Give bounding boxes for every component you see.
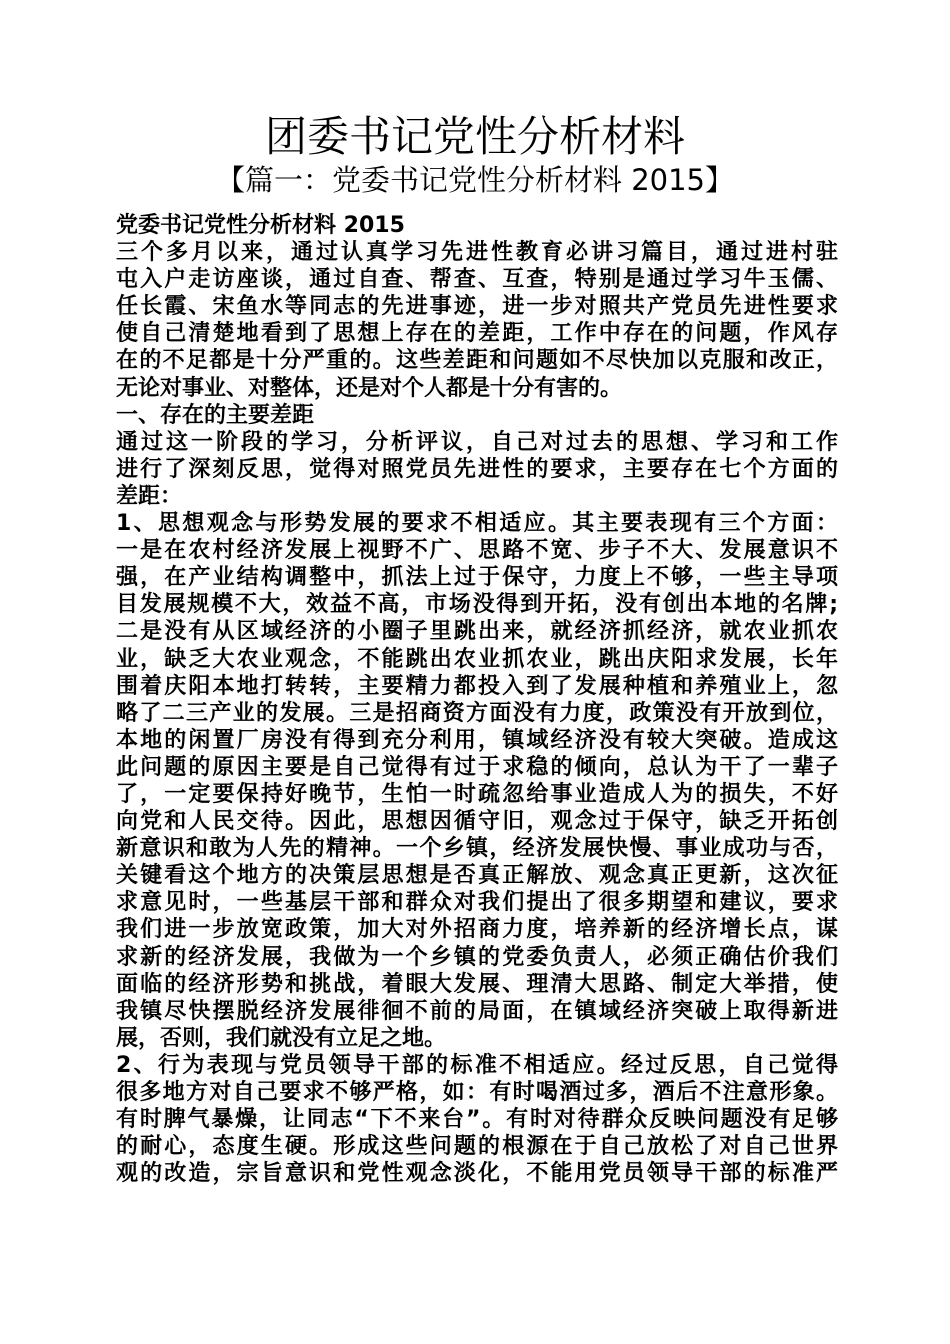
body-text-line: 有时脾气暴燥，让同志“下不来台”。有时对待群众反映问题没有足够 bbox=[116, 1107, 838, 1133]
body-text-line: 的耐心，态度生硬。形成这些问题的根源在于自己放松了对自己世界 bbox=[116, 1134, 838, 1160]
body-text-line: 面临的经济形势和挑战，着眼大发展、理清大思路、制定大举措，使 bbox=[116, 971, 838, 997]
body-text-line: 很多地方对自己要求不够严格，如：有时喝酒过多，酒后不注意形象。 bbox=[116, 1080, 838, 1105]
body-text-line: 略了二三产业的发展。三是招商资方面没有力度，政策没有开放到位， bbox=[116, 700, 838, 726]
body-text-line: 新意识和敢为人先的精神。一个乡镇，经济发展快慢、事业成功与否， bbox=[116, 836, 838, 862]
body-text-line: 1、思想观念与形势发展的要求不相适应。其主要表现有三个方面： bbox=[116, 511, 838, 537]
body-text-line: 差距： bbox=[116, 483, 183, 509]
body-text-line: 屯入户走访座谈，通过自查、帮查、互查，特别是通过学习牛玉儒、 bbox=[116, 267, 838, 293]
body-text-line: 我镇尽快摆脱经济发展徘徊不前的局面，在镇域经济突破上取得新进 bbox=[116, 998, 838, 1024]
document-body bbox=[116, 212, 838, 1187]
body-text-line: 向党和人民交待。因此，思想因循守旧，观念过于保守，缺乏开拓创 bbox=[116, 809, 838, 835]
body-text-line: 我们进一步放宽政策，加大对外招商力度，培养新的经济增长点，谋 bbox=[116, 917, 838, 943]
body-text-line: 使自己清楚地看到了思想上存在的差距，工作中存在的问题，作风存 bbox=[116, 321, 838, 347]
body-text-line: 无论对事业、对整体，还是对个人都是十分有害的。 bbox=[116, 375, 623, 401]
body-text-line: 三个多月以来，通过认真学习先进性教育必讲习篇目，通过进村驻 bbox=[116, 240, 838, 266]
body-text-line: 观的改造，宗旨意识和党性观念淡化，不能用党员领导干部的标准严 bbox=[116, 1161, 838, 1187]
body-text-line: 二是没有从区域经济的小圈子里跳出来，就经济抓经济，就农业抓农 bbox=[116, 619, 838, 645]
body-text-line: 关键看这个地方的决策层思想是否真正解放、观念真正更新，这次征 bbox=[116, 863, 838, 889]
body-text-line: 求新的经济发展，我做为一个乡镇的党委负责人，必须正确估价我们 bbox=[116, 944, 838, 970]
body-text-line: 求意见时，一些基层干部和群众对我们提出了很多期望和建议，要求 bbox=[116, 890, 838, 916]
body-text-line: 一、存在的主要差距 bbox=[116, 402, 315, 428]
body-text-line: 强，在产业结构调整中，抓法上过于保守，力度上不够，一些主导项 bbox=[116, 565, 838, 591]
body-text-line: 本地的闲置厂房没有得到充分利用，镇域经济没有较大突破。造成这 bbox=[116, 727, 838, 753]
body-text-line: 党委书记党性分析材料 2015 bbox=[116, 213, 405, 238]
body-text-line: 展，否则，我们就没有立足之地。 bbox=[116, 1025, 447, 1051]
body-text-line: 了，一定要保持好晚节，生怕一时疏忽给事业造成人为的损失，不好 bbox=[116, 781, 838, 807]
document-title: 团委书记党性分析材料 bbox=[264, 112, 685, 161]
body-text-line: 目发展规模不大，效益不高，市场没得到开拓，没有创出本地的名牌; bbox=[116, 592, 838, 618]
body-text-line: 通过这一阶段的学习，分析评议，自己对过去的思想、学习和工作 bbox=[116, 429, 838, 455]
body-text-line: 此问题的原因主要是自己觉得有过于求稳的倾向，总认为干了一辈子 bbox=[116, 754, 838, 780]
body-text-line: 2、行为表现与党员领导干部的标准不相适应。经过反思，自己觉得 bbox=[116, 1052, 838, 1078]
body-text-line: 业，缺乏大农业观念，不能跳出农业抓农业，跳出庆阳求发展，长年 bbox=[116, 646, 838, 672]
body-text-line: 进行了深刻反思，觉得对照党员先进性的要求，主要存在七个方面的 bbox=[116, 456, 838, 482]
body-text-line: 任长霞、宋鱼水等同志的先进事迹，进一步对照共产党员先进性要求 bbox=[116, 294, 838, 320]
body-text-line: 在的不足都是十分严重的。这些差距和问题如不尽快加以克服和改正， bbox=[116, 348, 838, 374]
body-text-line: 一是在农村经济发展上视野不广、思路不宽、步子不大、发展意识不 bbox=[116, 538, 838, 564]
body-text-line: 围着庆阳本地打转转，主要精力都投入到了发展种植和养殖业上，忽 bbox=[116, 673, 838, 699]
document-subtitle: 【篇一：党委书记党性分析材料 2015】 bbox=[215, 163, 735, 197]
